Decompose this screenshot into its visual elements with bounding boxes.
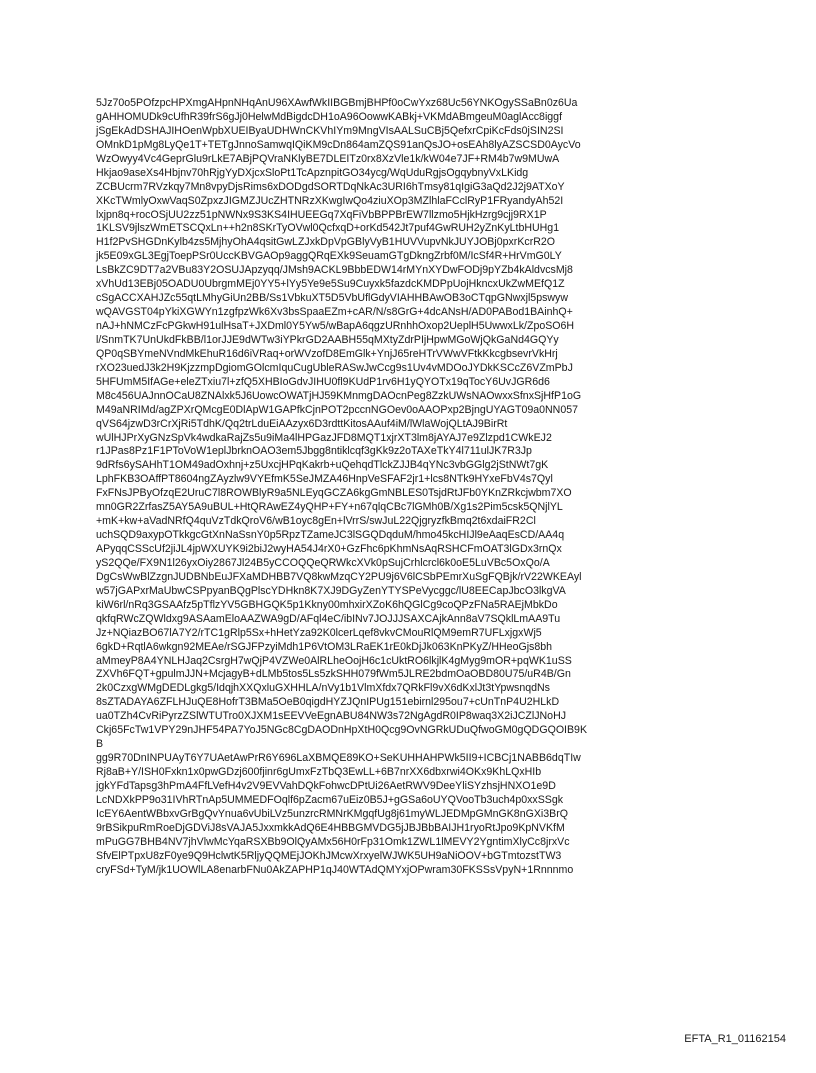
text-line: nAJ+hNMCzFcPGkwH91ulHsaT+JXDml0Y5Yw5/wBapA6qgzURnhhOxop2UeplH5UwwxLk/ZpoSO6H	[96, 320, 575, 332]
text-line: 2k0CzxgWMgDEDLgkg5/IdqjhXXQxluGXHHLA/nVy1b1VlmXfdx7QRkFl9vX6dKxlJt3tYpwsnqdNs	[96, 682, 550, 695]
text-line: QP0qSBYmeNVndMkEhuR16d6iVRaq+orWVzofD8EmGlk+YnjJ65reHTrVWwVFtkKkcgbsevrVkHrj	[96, 347, 558, 360]
text-line: Rj8aB+Y/ISH0Fxkn1x0pwGDzj600fjinr6gUmxFzTbQ3EwLL+6B7nrXX6dbxrwi4OKx9KhLQxHIb	[96, 766, 542, 778]
text-line: aMmeyP8A4YNLHJaq2CsrgH7wQjP4VZWe0AlRLheOojH6c1cUktRO6lkjlK4gMyg9mOR+pqWK1uSS	[96, 654, 572, 667]
document-id-label: EFTA_R1_01162154	[684, 1033, 786, 1045]
text-line: yS2QQe/FX9N1l26yxOiy2867Jl24B5yCCOQQeQRWkcXVk0pSujCrhlcrcl6k0oE5LuVBc5OxQo/A	[96, 556, 550, 569]
text-line: lxjpn8q+rocOSjUU2zz51pNWNx9S3KS4IHUEEGq7XqFiVbBPPBrEW7llzmo5HjkHzrg9cjj9RX1P	[96, 208, 547, 221]
text-line: ua0TZh4CvRiPyrzZSlWTUTro0XJXM1sEEVVeEgnABU84NW3s72NgAgdR0IP8waq3X2iJCZlJNoHJ	[96, 710, 567, 723]
text-line: 1KLSV9jlszWmETSCQxLn++h2n8SKrTyOVwl0QcfxqD+orKd542Jt7puf4GwRUH2yZnKyLtbHUHg1	[96, 222, 560, 235]
text-line: XKcTWmlyOxwVaqS0ZpxzJIGMZJUcZHTNRzXKwgIwQo4ziuXOp3MZlhlaFCclRyP1FRyandyAh52I	[96, 194, 564, 207]
text-line: IcEY6AentWBbxvGrBgQvYnua6vUbiLVz5unzrcRMNrKMgqfUg8j61myWLJEDMpGMnGK8nGXi3BrQ	[96, 807, 568, 820]
text-line: Ckj65FcTw1VPY29nJHF54PA7YoJ5NGc8CgDAODnHpXtH0Qcg9OvNGRkUDuQfwoGM0gQDGQOIB9K	[96, 724, 588, 737]
text-line: jgkYFdTapsg3hPmA4FfLVefH4v2V9EVVahDQkFohwcDPtUi26AetRWV9DeeYliSYzhsjHNXO1e9D	[96, 779, 556, 792]
text-line: 5HFUmM5IfAGe+eleZTxiu7l+zfQ5XHBIoGdvJIHU0fl9KUdP1rv6H1yQYOTx19qTocY6UvJGR6d6	[96, 375, 550, 388]
text-line: gg9R70DnINPUAyT6Y7UAetAwPrR6Y696LaXBMQE89KO+SeKUHHAHPWk5II9+ICBCj1NABB6dqTIw	[96, 752, 581, 765]
text-line: LcNDXkPP9o31IVhRTnAp5UMMEDFOqlf6pZacm67uEiz0B5J+gGSa6oUYQVooTb3uch4p0xxSSgk	[96, 793, 564, 806]
text-line: cSgACCXAHJZc55qtLMhyGiUn2BB/Ss1VbkuXT5D5VbUflGdyVIAHHBAwOB3oCTqpGNwxjl5pswyw	[96, 292, 568, 305]
text-line: DgCsWwBlZzgnJUDBNbEuJFXaMDHBB7VQ8kwMzqCY2PU9j6V6lCSbPEmrXuSgFQBjk/rV22WKEAyl	[96, 570, 582, 583]
text-line: 9rBSikpuRmRoeDjGDViJ8sVAJA5JxxmkkAdQ6E4HBBGMVDG5jJBJBbBAIJH1ryoRtJpo9KpNVKfM	[96, 821, 565, 834]
text-line: xVhUd13EBj05OADU0UbrgmMEj0YY5+lYy5Ye9e5Su9Cuyxk5fazdcKMDPpUojHkncxUkZwMEfQ1Z	[96, 278, 565, 291]
text-line: B	[96, 738, 104, 751]
text-line: 6gkD+RqtlA6wkgn92MEAe/rSGJFPzyiMdh1P6VtOM3LRaEK1rE0kDjJk063KnPKyZ/HHeoGjs8bh	[96, 640, 553, 653]
text-line: 5Jz70o5POfzpcHPXmgAHpnNHqAnU96XAwfWkIIBGBmjBHPf0oCwYxz68Uc56YNKOgySSaBn0z6Ua	[96, 97, 578, 109]
text-line: 8sZTADAYA6ZFLHJuQE8HofrT3BMa5OeB0qigdHYZJQnIPUg151ebirnl295ou7+cUnTnP4U2HLkD	[96, 696, 560, 709]
text-line: H1f2PvSHGDnKylb4zs5MjhyOhA4qsitGwLZJxkDpVpGBlyVyB1HUVVupvNkJUYJOBj0pxrKcrR2O	[96, 236, 556, 249]
text-line: SfvElPTpxU8zF0ye9Q9HclwtK5RljyQQMEjJOKhJMcwXrxyelWJWK5UH9aNiOOV+bGTmtozstTW3	[96, 849, 562, 862]
text-line: wQAVGST04pYkiXGWYn1zgfpzWk6Xv3bsSpaaEZm+cAR/N/s8GrG+4dcANsH/AD0PABod1BAinhQ+	[96, 306, 573, 319]
text-line: APyqqCSScUf2jiJL4jpWXUYK9i2biJ2wyHA54J4rX0+GzFhc6pKhmNsAqRSHCFmOAT3lGDx3rnQx	[96, 543, 562, 555]
text-line: kiW6rl/nRq3GSAAfz5pTflzYV5GBHGQK5p1Kkny00mhxirXZoK6hQGlCg9coQPzFNa5RAEjMbkDo	[96, 598, 558, 611]
text-line: wUlHJPrXyGNzSpVk4wdkaRajZs5u9iMa4lHPGazJFD8MQT1xjrXT3lm8jAYAJ7e9Zlzpd1CWkEJ2	[96, 431, 552, 444]
text-line: Hkjao9aseXs4Hbjnv70hRjgYyDXjcxSloPt1TcApznpitGO34ycg/WqUduRgjsOgqybnyVxLKidg	[96, 166, 529, 179]
text-line: OMnkD1pMg8LyQe1T+TETgJnnoSamwqIQiKM9cDn864amZQS91anQsJO+osEAh8lyAZSCSD0AycVo	[96, 138, 581, 151]
text-line: qVS64jzwD3rCrXjRi5TdhK/Qq2trLduEiAAzyx6D3rdttKitosAAuf4iM/lWlaWojQLtAJ9BirRt	[96, 417, 508, 430]
text-line: ZCBUcrm7RVzkqy7Mn8vpyDjsRims6xDODgdSORTDqNkAc3URI6hTmsy81qIgiG3aQd2J2j9ATXoY	[96, 180, 565, 193]
text-line: jk5E09xGL3EgjToepPSr0UccKBVGAOp9aggQRqEXk9SeuamGTgDkngZrbf0M/IcSf4R+HrVmG0LY	[96, 250, 562, 263]
text-line: M8c456UAJnnOCaU8ZNAlxk5J6UowcOWATjHJ59KMnmgDAOcnPeg8ZzkUWsNAOwxxSfnxSjHfP1oG	[96, 389, 582, 402]
text-line: M49aNRIMd/agZPXrQMcgE0DlApW1GAPfkCjnPOT2pccnNGOev0oAAOPxp2BjngUYAGT09a0NN057	[96, 403, 579, 416]
encoded-text-block	[96, 97, 736, 878]
text-line: WzOwyy4Vc4GeprGlu9rLkE7ABjPQVraNKlyBE7DLEITz0rx8XzVle1k/kW04e7JF+RM4b7w9MUwA	[96, 152, 560, 165]
text-line: 9dRfs6ySAHhT1OM49adOxhnj+z5UxcjHPqKakrb+uQehqdTlckZJJB4qYNc3vbGGlg2jStNWt7gK	[96, 459, 549, 472]
text-line: w57jGAPxrMaUbwCSPpyanBQgPlscYDHkn8K7XJ9DGyZenYTYSPeVycggc/lU8EECapJbcO3lkgVA	[96, 584, 566, 597]
text-line: +mK+kw+aVadNRfQ4quVzTdkQroV6/wB1oyc8gEn+lVrrS/swJuL22QjgryzfkBmq2t6xdaiFR2Cl	[96, 515, 536, 528]
text-line: jSgEkAdDSHAJIHOenWpbXUEIByaUDHWnCKVhIYm9MngVIsAALSuCBj5QefxrCpiKcFds0jSIN2SI	[96, 124, 564, 137]
text-line: cryFSd+TyM/jk1UOWlLA8enarbFNu0AkZAPHP1qJ40WTAdQMYxjOPwram30FKSSsVpyN+1Rnnnmo	[96, 863, 574, 876]
text-line: ZXVh6FQT+gpulmJJN+McjagyB+dLMb5tos5Ls5zkSHH079fWm5JLRE2bdmOaOBD80U75/uR4B/Gn	[96, 668, 571, 681]
text-line: Jz+NQiazBO67lA7Y2/rTC1gRlp5Sx+hHetYza92K0lcerLqef8vkvCMouRlQM9emR7UFLxjgxWj5	[96, 626, 542, 639]
text-line: rXO23uedJ3k2H9KjzzmpDgiomGOlcmIquCugUbleRASwJwCcg9s1Uv4vMDOoJYDkKSCcZ6VZmPbJ	[96, 361, 573, 374]
text-line: FxFNsJPByOfzqE2UruC7l8ROWBlyR9a5NLEyqGCZA6kgGmNBLES0TsjdRtJFb0YKnZRkcjwbm7XO	[96, 487, 572, 500]
text-line: LsBkZC9DT7a2VBu83Y2OSUJApzyqq/JMsh9ACKL9BbbEDW14rMYnXYDwFODj9pYZb4kAldvcsMj8	[96, 264, 573, 277]
text-line: LphFKB3OAffPT8604ngZAyzlw9VYEfmK5SeJMZA46HnpVeSFAF2jr1+lcs8NTk9HYxeFbV4s7Qyl	[96, 473, 553, 486]
text-line: mn0GR2ZrfasZ5AY5A9uBUL+HtQRAwEZ4yQHP+FY+n67qlqCBc7lGMh0B/Xg1s2Pim5csk5QNjlYL	[96, 501, 563, 514]
text-line: uchSQD9axypOTkkgcGtXnNaSsnY0p5RpzTZameJC3lSGQDqduM/hmo45kcHIJl9eAaqEsCD/AA4q	[96, 529, 565, 542]
text-line: gAHHOMUDk9cUfhR39frS6gJj0HelwMdBigdcDH1oA96OowwKABkj+VKMdABmgeuM0aglAcc8iggf	[96, 110, 563, 123]
text-line: r1JPas8Pz1F1PToVoW1eplJbrknOAO3em5Jbgg8ntiklcqf3gKk9z2oTAXeTkY4l711ulJK7R3Jp	[96, 445, 532, 458]
text-line: qkfqRWcZQWldxg9ASAamEloAAZWA9gD/AFql4eC/ibINv7JOJJJSAXCAjkAnn8aV7SQklLmAA9Tu	[96, 612, 561, 625]
text-line: mPuGG7BHB4NV7jhVlwMcYqaRSXBb9OlQyAMx56H0rFp31Omk1ZWL1lMEVY2YgntimXlyCc8jrxVc	[96, 835, 570, 848]
text-line: l/SnmTK7UnUkdFkBB/l1orJJE9dWTw3iYPkrGD2AABH55qMXtyZdrPIjHpwMGoWjQkGaNd4GQYy	[96, 333, 559, 346]
